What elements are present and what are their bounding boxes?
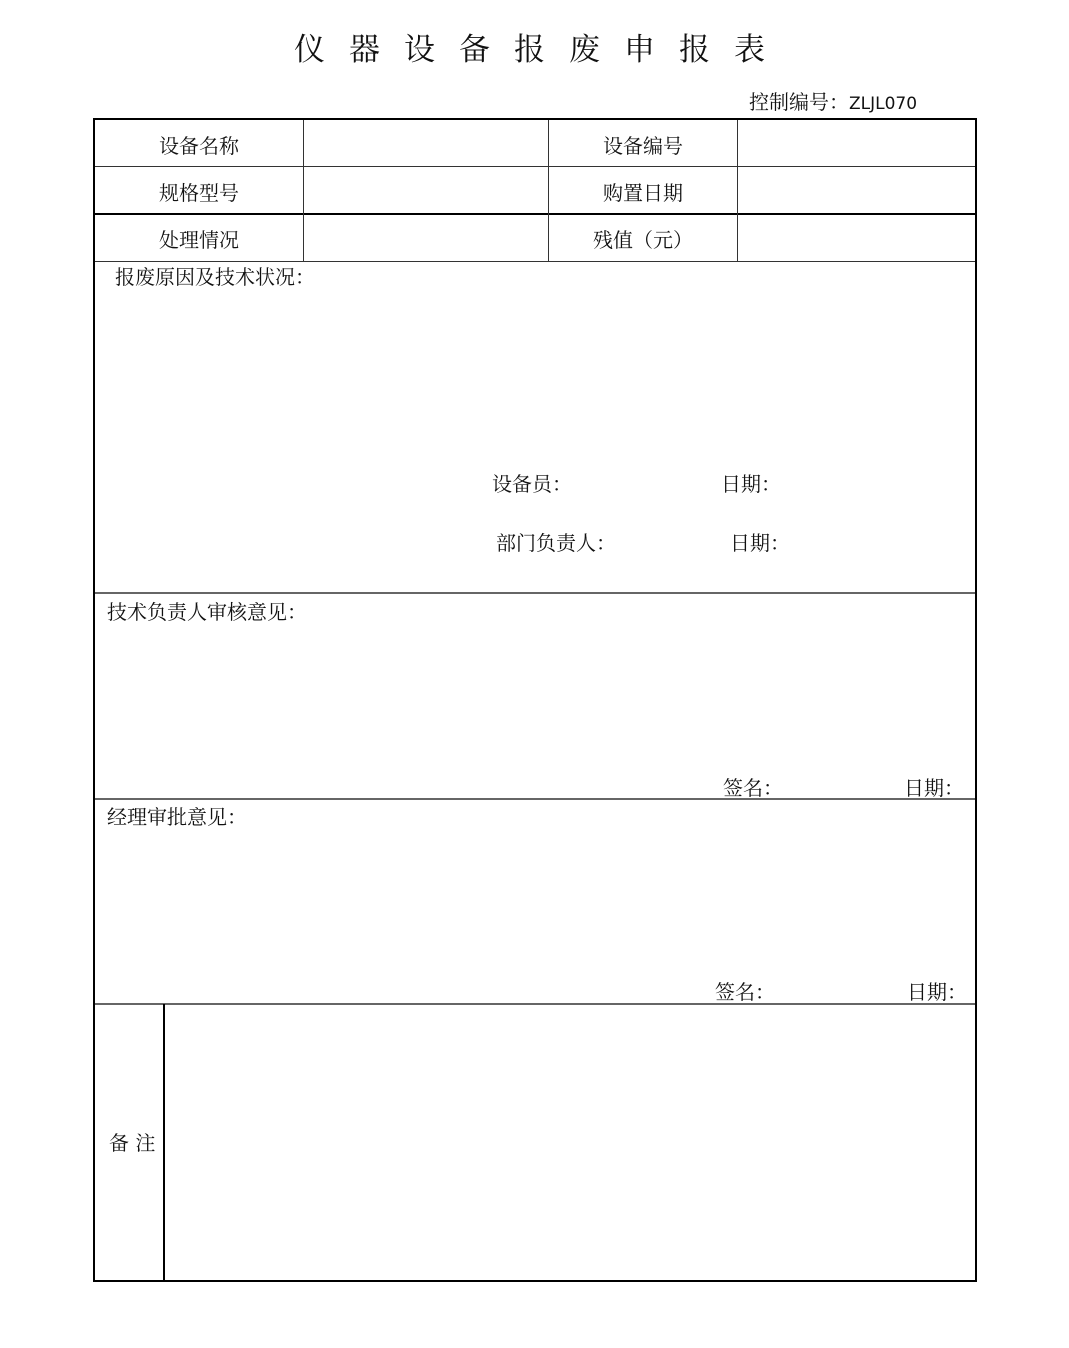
disposal-status-label: 处理情况 bbox=[159, 228, 239, 252]
spec-model-label: 规格型号 bbox=[159, 181, 239, 205]
column-divider bbox=[303, 120, 304, 262]
section-divider bbox=[95, 798, 975, 800]
manager-approval-heading: 经理审批意见： bbox=[107, 805, 247, 829]
scrap-reason-heading: 报废原因及技术状况： bbox=[115, 265, 315, 289]
residual-value-field[interactable] bbox=[741, 218, 973, 258]
scrap-application-form bbox=[93, 118, 977, 1282]
disposal-status-field[interactable] bbox=[307, 218, 545, 258]
tech-review-heading: 技术负责人审核意见： bbox=[107, 600, 307, 624]
dept-head-date-label: 日期： bbox=[730, 531, 790, 555]
remarks-label: 备 注 bbox=[109, 1131, 156, 1155]
equipment-number-label: 设备编号 bbox=[603, 134, 683, 158]
equipment-officer-label: 设备员： bbox=[492, 472, 572, 496]
tech-review-sign-label: 签名： bbox=[723, 776, 783, 800]
manager-date-label: 日期： bbox=[907, 980, 967, 1004]
control-number-code: ZLJL070 bbox=[849, 94, 918, 114]
residual-value-label: 残值（元） bbox=[593, 228, 693, 252]
control-number bbox=[749, 86, 917, 115]
section-divider bbox=[95, 592, 975, 594]
remarks-divider bbox=[163, 1004, 165, 1282]
manager-sign-label: 签名： bbox=[715, 980, 775, 1004]
spec-model-field[interactable] bbox=[307, 170, 545, 210]
equipment-name-label: 设备名称 bbox=[159, 134, 239, 158]
equipment-number-field[interactable] bbox=[741, 124, 973, 164]
purchase-date-label: 购置日期 bbox=[603, 181, 683, 205]
form-title: 仪器设备报废申报表 bbox=[294, 32, 789, 68]
purchase-date-field[interactable] bbox=[741, 170, 973, 210]
tech-review-date-label: 日期： bbox=[904, 776, 964, 800]
column-divider bbox=[737, 120, 738, 262]
row-divider bbox=[95, 213, 975, 215]
officer-date-label: 日期： bbox=[721, 472, 781, 496]
remarks-field[interactable] bbox=[169, 1010, 971, 1278]
dept-head-label: 部门负责人： bbox=[496, 531, 616, 555]
control-number-label: 控制编号： bbox=[749, 90, 849, 114]
row-divider bbox=[95, 166, 975, 167]
equipment-name-field[interactable] bbox=[307, 124, 545, 164]
section-divider bbox=[95, 1003, 975, 1005]
